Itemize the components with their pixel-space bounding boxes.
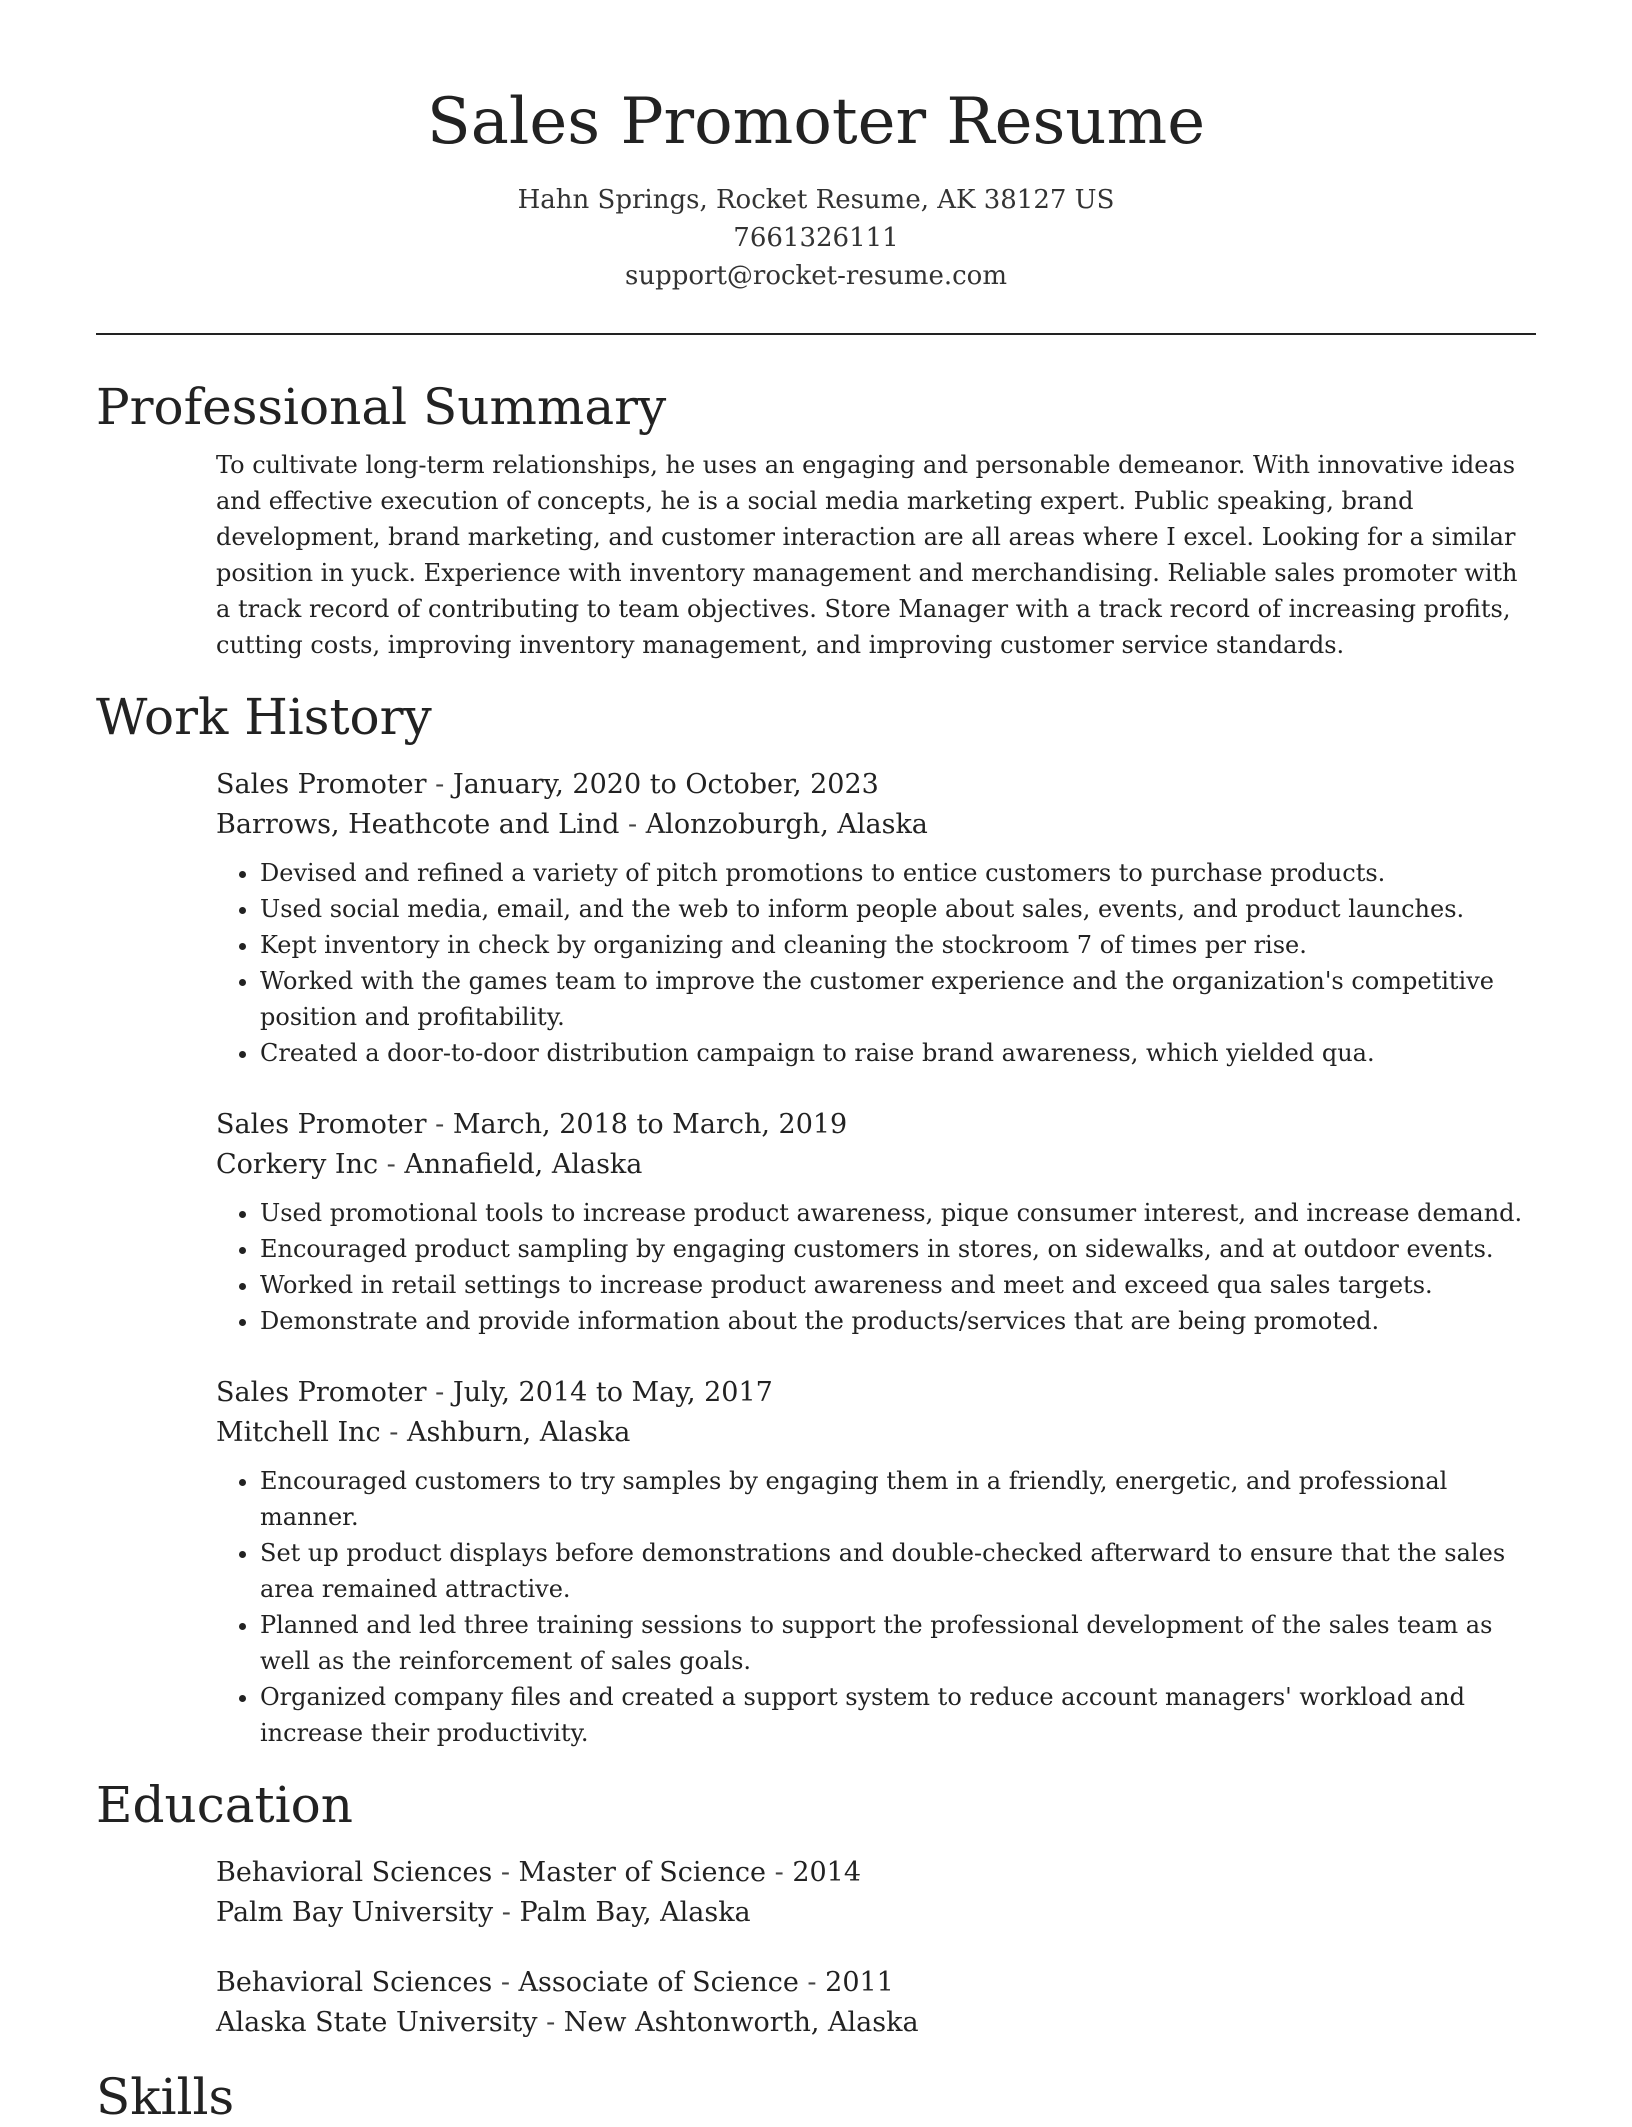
separator: - xyxy=(537,2006,564,2038)
job-role-line xyxy=(216,1373,1536,1413)
list-item: • Organized company files and created a support system to reduce account managers' workload and increase their productivity. xyxy=(260,1679,1536,1751)
job-location: Alonzoburgh, Alaska xyxy=(645,808,928,840)
resume-title: Sales Promoter Resume xyxy=(426,85,1206,159)
contact-phone: 7661326111 xyxy=(733,222,899,253)
work-history-heading: Work History xyxy=(96,687,432,746)
separator: - xyxy=(492,1856,519,1888)
education-degree-line xyxy=(216,1963,1536,2003)
separator: - xyxy=(493,1896,520,1928)
education-degree-line xyxy=(216,1853,1536,1893)
job-duties-list xyxy=(216,855,1536,1071)
education-degree: Master of Science xyxy=(518,1856,767,1888)
education-school-line xyxy=(216,1893,1536,1933)
education-entry xyxy=(216,1963,1536,2043)
education-school-line xyxy=(216,2003,1536,2043)
separator: - xyxy=(380,1416,407,1448)
summary-section xyxy=(96,377,1536,663)
list-item: • Encouraged product sampling by engaging customers in stores, on sidewalks, and at outdoor events. xyxy=(260,1231,1536,1267)
separator: - xyxy=(378,1148,405,1180)
education-field: Behavioral Sciences xyxy=(216,1856,493,1888)
list-item: • Worked in retail settings to increase product awareness and meet and exceed qua sales targets. xyxy=(260,1267,1536,1303)
skills-heading: Skills xyxy=(96,2067,235,2126)
list-item: • Planned and led three training sessions to support the professional development of the sales team as well as the reinforcement of sales goals. xyxy=(260,1607,1536,1679)
list-item: • Created a door-to-door distribution campaign to raise brand awareness, which yielded qua. xyxy=(260,1035,1536,1071)
job-duties-list xyxy=(216,1463,1536,1751)
job-entry xyxy=(216,1105,1536,1339)
skills-section xyxy=(96,2067,1536,2127)
list-item: • Encouraged customers to try samples by engaging them in a friendly, energetic, and professional manner. xyxy=(260,1463,1536,1535)
separator: - xyxy=(619,808,646,840)
job-dates: July, 2014 to May, 2017 xyxy=(452,1376,773,1408)
job-role: Sales Promoter xyxy=(216,768,427,800)
contact-email: support@rocket-resume.com xyxy=(624,260,1007,291)
list-item: • Used social media, email, and the web to inform people about sales, events, and product launches. xyxy=(260,891,1536,927)
list-item: • Demonstrate and provide information about the products/services that are being promoted. xyxy=(260,1303,1536,1339)
education-location: New Ashtonworth, Alaska xyxy=(563,2006,919,2038)
job-dates: March, 2018 to March, 2019 xyxy=(452,1108,848,1140)
list-item: • Used promotional tools to increase product awareness, pique consumer interest, and increase demand. xyxy=(260,1195,1536,1231)
education-year: 2011 xyxy=(825,1966,894,1998)
education-location: Palm Bay, Alaska xyxy=(519,1896,751,1928)
job-company-line xyxy=(216,1413,1536,1453)
education-degree: Associate of Science xyxy=(518,1966,799,1998)
job-company-line xyxy=(216,805,1536,845)
summary-text: To cultivate long-term relationships, he uses an engaging and personable demeanor. With innovative ideas and effective execution of concepts, he is a social media marketing expert. Public speaking, brand development, brand marketing, and customer interaction are all areas where I excel. Looking for a similar position in yuck. Experience with inventory management and merchandising. Reliable sales promoter with a track record of contributing to team objectives. Store Manager with a track record of increasing profits, cutting costs, improving inventory management, and improving customer service standards. xyxy=(216,450,1518,659)
education-school: Alaska State University xyxy=(216,2006,538,2038)
summary-heading: Professional Summary xyxy=(96,377,667,436)
separator: - xyxy=(798,1966,826,1998)
separator: - xyxy=(426,1376,453,1408)
separator: - xyxy=(426,768,453,800)
job-role: Sales Promoter xyxy=(216,1376,427,1408)
separator: - xyxy=(492,1966,519,1998)
job-company: Mitchell Inc xyxy=(216,1416,381,1448)
job-entry xyxy=(216,765,1536,1071)
job-location: Annafield, Alaska xyxy=(404,1148,643,1180)
job-entry xyxy=(216,1373,1536,1751)
education-section xyxy=(96,1775,1536,2043)
job-location: Ashburn, Alaska xyxy=(406,1416,631,1448)
education-entry xyxy=(216,1853,1536,1933)
job-company: Corkery Inc xyxy=(216,1148,379,1180)
resume-header xyxy=(96,0,1536,295)
education-school: Palm Bay University xyxy=(216,1896,494,1928)
list-item: • Set up product displays before demonstrations and double-checked afterward to ensure that the sales area remained attractive. xyxy=(260,1535,1536,1607)
list-item: • Kept inventory in check by organizing and cleaning the stockroom 7 of times per rise. xyxy=(260,927,1536,963)
list-item: • Worked with the games team to improve the customer experience and the organization's competitive position and profitability. xyxy=(260,963,1536,1035)
job-role: Sales Promoter xyxy=(216,1108,427,1140)
job-role-line xyxy=(216,765,1536,805)
job-company: Barrows, Heathcote and Lind xyxy=(216,808,620,840)
separator: - xyxy=(766,1856,793,1888)
header-divider xyxy=(96,333,1536,335)
job-role-line xyxy=(216,1105,1536,1145)
education-heading: Education xyxy=(96,1775,353,1834)
contact-address: Hahn Springs, Rocket Resume, AK 38127 US xyxy=(517,184,1115,215)
work-history-section xyxy=(96,687,1536,1751)
list-item: • Devised and refined a variety of pitch promotions to entice customers to purchase products. xyxy=(260,855,1536,891)
separator: - xyxy=(426,1108,453,1140)
job-dates: January, 2020 to October, 2023 xyxy=(452,768,879,800)
job-company-line xyxy=(216,1145,1536,1185)
education-field: Behavioral Sciences xyxy=(216,1966,493,1998)
education-year: 2014 xyxy=(792,1856,862,1888)
job-duties-list xyxy=(216,1195,1536,1339)
